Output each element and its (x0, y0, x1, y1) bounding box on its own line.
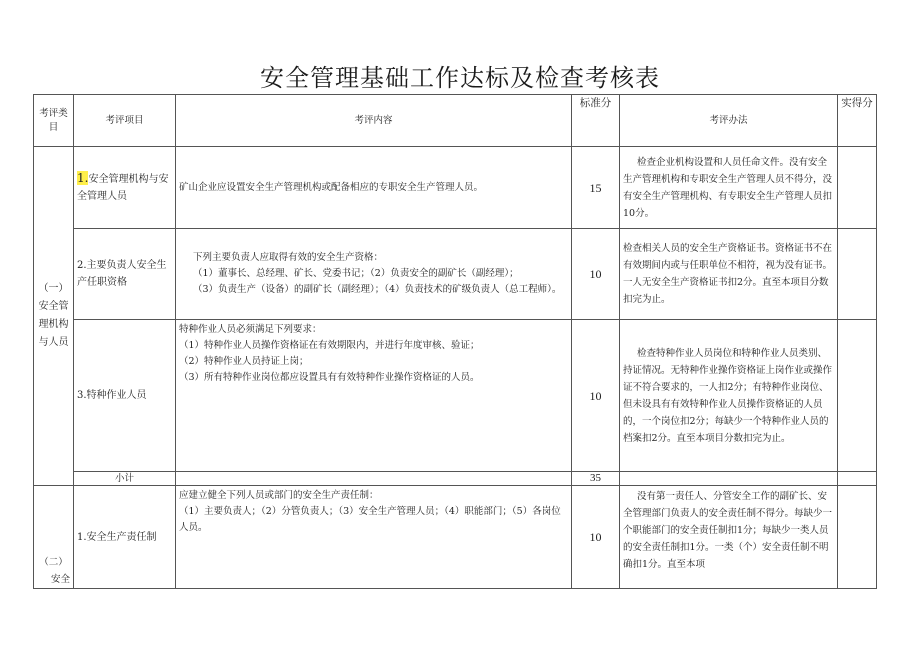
method-cell: 检查特种作业人员岗位和特种作业人员类别、持证情况。无特种作业操作资格证上岗作业或操作证不符合要求的，一人扣2分；有特种作业岗位、但未设具有有效特种作业人员操作资格证的人员的，一个岗位扣2分；每缺少一个特种作业人员的档案扣2分。直至本项目分数扣完为止。 (620, 320, 838, 472)
content-intro: 特种作业人员必须满足下列要求： (179, 324, 322, 335)
subtotal-row (34, 472, 877, 486)
content-line: （3）所有特种作业岗位都应设置具有有效特种作业操作资格证的人员。 (179, 372, 480, 383)
content-cell (176, 229, 572, 320)
actual-score-cell[interactable] (838, 472, 877, 486)
actual-score-cell[interactable] (838, 320, 877, 472)
header-row (34, 95, 877, 147)
header-method: 考评办法 (620, 95, 838, 147)
content-line: （1）主要负责人；（2）分管负责人；（3）安全生产管理人员；（4）职能部门；（5）各岗位人员。 (179, 506, 561, 533)
standard-score: 10 (572, 229, 620, 320)
content-cell: 矿山企业应设置安全生产管理机构或配备相应的专职安全生产管理人员。 (176, 147, 572, 229)
subtotal-label: 小计 (74, 472, 176, 486)
method-cell: 检查相关人员的安全生产资格证书。资格证书不在有效期间内或与任职单位不相符，视为没有证书。一人无安全生产资格证书扣2分。直至本项目分数扣完为止。 (620, 229, 838, 320)
item-number-highlight: 1. (77, 171, 89, 185)
content-cell (176, 486, 572, 589)
empty-cell (620, 472, 838, 486)
table-row (34, 320, 877, 472)
category-label: （二） (39, 557, 68, 568)
item-label: 2.主要负责人安全生产任职资格 (74, 229, 176, 320)
actual-score-cell[interactable] (838, 229, 877, 320)
content-cell (176, 320, 572, 472)
empty-cell (176, 472, 572, 486)
method-cell: 检查企业机构设置和人员任命文件。没有安全生产管理机构和专职安全生产管理人员不得分，没有安全生产管理机构、有专职安全生产管理人员扣10分。 (620, 147, 838, 229)
method-cell: 没有第一责任人、分管安全工作的副矿长、安全管理部门负责人的安全责任制不得分。每缺少一个职能部门的安全责任制扣1分；每缺少一类人员的安全责任制扣1分。一类（个）安全责任制不明确扣1分。直至本项 (620, 486, 838, 589)
item-label: 3.特种作业人员 (74, 320, 176, 472)
category-cell (34, 147, 74, 486)
content-line: （2）特种作业人员持证上岗； (179, 356, 309, 367)
header-content: 考评内容 (176, 95, 572, 147)
item-label: 1.安全生产责任制 (74, 486, 176, 589)
table-row (34, 229, 877, 320)
standard-score: 10 (572, 486, 620, 589)
actual-score-cell[interactable] (838, 486, 877, 589)
header-standard: 标准分 (572, 95, 620, 147)
page-title: 安全管理基础工作达标及检查考核表 (260, 64, 660, 92)
content-line: （1）特种作业人员操作资格证在有效期限内，并进行年度审核、验证； (179, 340, 480, 351)
header-category: 考评类目 (34, 95, 74, 147)
standard-score: 10 (572, 320, 620, 472)
table-row (34, 147, 877, 229)
subtotal-score: 35 (572, 472, 620, 486)
content-line: （1）董事长、总经理、矿长、党委书记；（2）负责安全的副矿长（副经理）； (193, 268, 519, 279)
category-cell (34, 486, 74, 589)
item-label: 安全管理机构与安全管理人员 (77, 174, 169, 202)
assessment-table (33, 94, 877, 589)
header-actual: 实得分 (838, 95, 877, 147)
content-line: （3）负责生产（设备）的副矿长（副经理）；（4）负责技术的矿级负责人（总工程师）。 (193, 284, 562, 295)
standard-score: 15 (572, 147, 620, 229)
header-item: 考评项目 (74, 95, 176, 147)
table-row (34, 486, 877, 589)
category-label: （一）安全管理机构与人员 (38, 283, 69, 348)
actual-score-cell[interactable] (838, 147, 877, 229)
category-label: 安全 (50, 574, 70, 585)
item-cell (74, 147, 176, 229)
content-intro: 下列主要负责人应取得有效的安全生产资格： (193, 252, 384, 263)
content-intro: 应建立健全下列人员或部门的安全生产责任制： (179, 490, 379, 501)
